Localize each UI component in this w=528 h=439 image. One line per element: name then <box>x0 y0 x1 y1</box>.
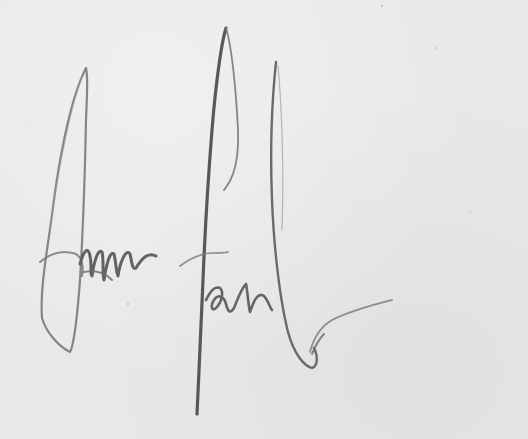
signature-stroke-d-ascender <box>271 62 317 368</box>
signature-stroke-im <box>80 250 156 280</box>
signature-stroke-j-shade <box>50 76 82 230</box>
signature-stroke-f-loop <box>224 28 238 190</box>
signature-stroke-d-shade <box>278 66 283 230</box>
signature-stroke-im-under <box>84 271 112 280</box>
signature-stroke-f-stem <box>197 28 226 414</box>
signature-stroke-or <box>206 284 272 312</box>
signature-stroke-j-loop <box>42 68 88 352</box>
signature-stroke-tail <box>310 300 392 352</box>
signature-stroke-tail-hook <box>312 334 324 354</box>
